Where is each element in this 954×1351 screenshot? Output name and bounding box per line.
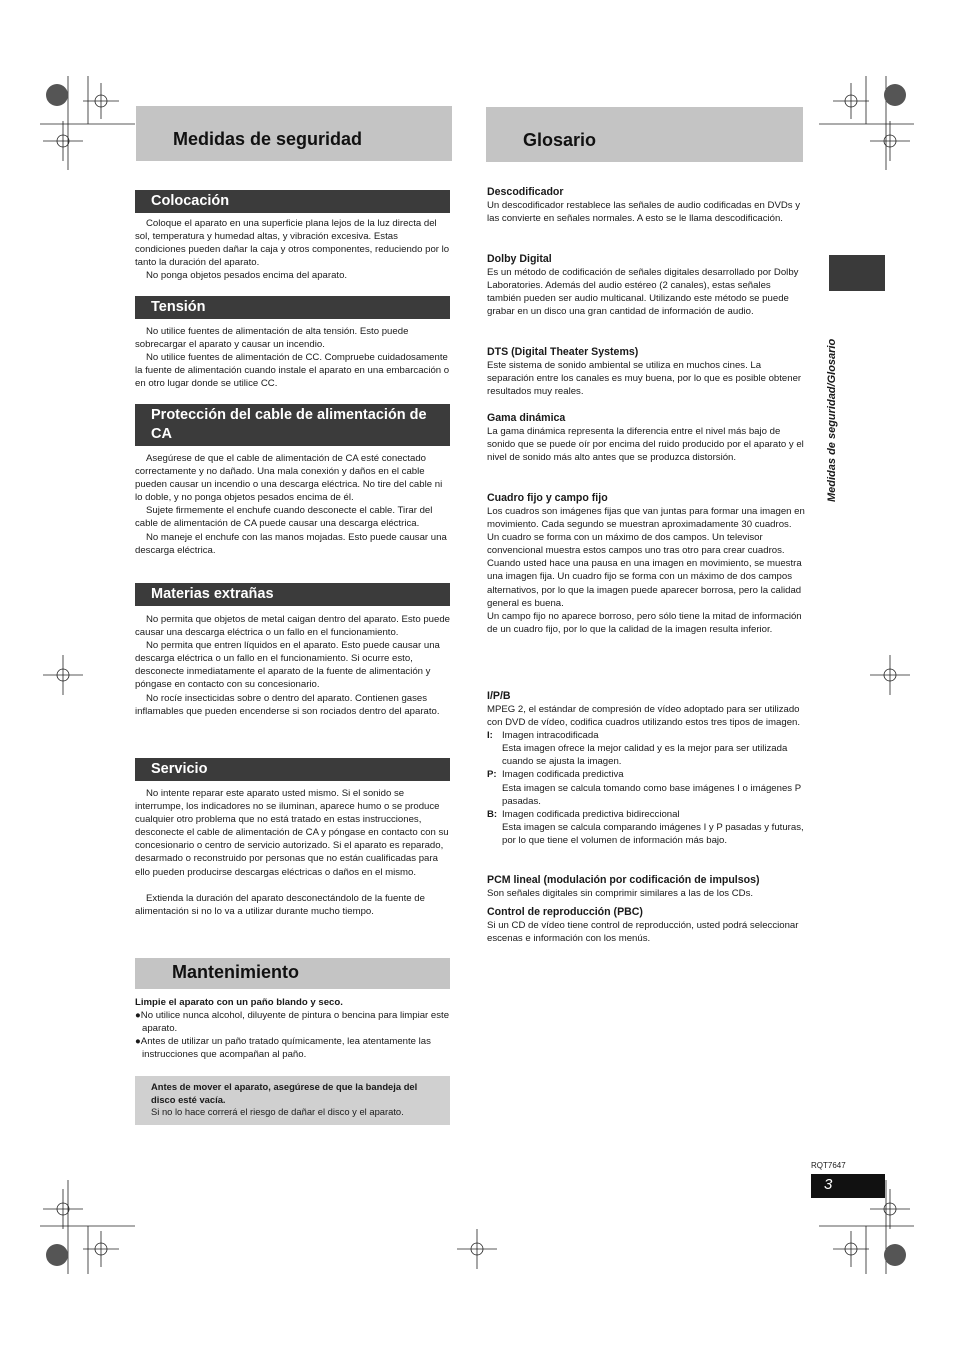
maintenance-title: Mantenimiento: [172, 962, 300, 982]
ipb-item: [487, 808, 805, 821]
paragraph: No maneje el enchufe con las manos mojadas. Esto puede causar una descarga eléctrica.: [135, 531, 447, 556]
section-heading-voltage: Tensión: [135, 296, 450, 319]
ipb-name: Imagen codificada predictiva bidireccional: [502, 808, 680, 820]
paragraph: Coloque el aparato en una superficie plana lejos de la luz directa del sol, temperatura y humedad altas, y vibración excesiva. Estas condiciones pueden dañar la caja y otros componentes, reduciendo por lo tanto la duración del aparato.: [135, 218, 450, 269]
glossary-term: PCM lineal (modulación por codificación de impulsos): [487, 874, 760, 886]
glossary-term: DTS (Digital Theater Systems): [487, 346, 639, 358]
warning-text: Si no lo hace correrá el riesgo de dañar el disco y el aparato.: [151, 1106, 404, 1118]
glossary-term: Cuadro fijo y campo fijo: [487, 492, 608, 504]
safety-title: Medidas de seguridad: [173, 129, 363, 149]
paragraph: No utilice fuentes de alimentación de alta tensión. Esto puede sobrecargar el aparato y causar un incendio.: [135, 326, 409, 351]
glossary-definition: MPEG 2, el estándar de compresión de vídeo adoptado para ser utilizado con DVD de vídeo, codifica cuadros utilizando estos tres tipos de imagen.: [487, 704, 801, 729]
section-heading-foreign-matter: Materias extrañas: [135, 583, 450, 606]
maintenance-text: [135, 996, 450, 1061]
paragraph: No ponga objetos pesados encima del aparato.: [146, 270, 348, 282]
glossary-definition: Un campo fijo no aparece borroso, pero sólo tiene la mitad de información de un cuadro fijo, por lo que la calidad de la imagen resulta inferior.: [487, 610, 802, 635]
glossary-term: I/P/B: [487, 690, 511, 702]
ipb-label: B:: [487, 808, 498, 820]
section-heading-service: Servicio: [135, 758, 450, 781]
ipb-desc: Esta imagen se calcula tomando como base imágenes I o imágenes P pasadas.: [502, 782, 801, 807]
paragraph: Sujete firmemente el enchufe cuando desconecte el cable. Tirar del cable de alimentación de CA puede causar una descarga eléctrica.: [135, 505, 433, 530]
section-heading-placement: Colocación: [135, 190, 450, 213]
paragraph: Asegúrese de que el cable de alimentación de CA esté conectado correctamente y no dañado. Una mala conexión y daños en el cable pueden causar un incendio o una descarga eléctrica. No tire del cable ni lo doble, y no ponga objetos pesados encima de él.: [135, 453, 443, 504]
glossary-term: Gama dinámica: [487, 412, 566, 424]
maintenance-lead: Limpie el aparato con un paño blando y seco.: [135, 997, 343, 1008]
glossary-definition: Cuando usted hace una pausa en una imagen en movimiento, se muestra una imagen fija. Un cuadro fijo se forma con un máximo de dos campos alternativos, por lo que la imagen puede aparecer borrosa, pero la calidad general es buena.: [487, 558, 802, 609]
paragraph: No rocíe insecticidas sobre o dentro del aparato. Contienen gases inflamables que pueden encenderse si son rociados dentro del aparato.: [135, 692, 440, 717]
paragraph: No intente reparar este aparato usted mismo. Si el sonido se interrumpe, los indicadores no se iluminan, aparece humo o se produce cualquier otro problema que no está tratado en estas instrucciones, desconecte el cable de alimentación de CA y póngase en contacto con su concesionario o centro de servicio autorizado. Si el aparato es reparado, desarmado o reconstruido por personas que no están cualificadas para ello pueden producirse descargas eléctricas o daños en el mismo.: [135, 788, 449, 878]
ipb-desc: Esta imagen se calcula comparando imágenes I y P pasadas y futuras, por lo que tiene el volumen de información más bajo.: [502, 821, 804, 846]
paragraph: No permita que objetos de metal caigan dentro del aparato. Esto puede causar una descarga eléctrica o un fallo en el funcionamiento.: [135, 614, 451, 639]
ipb-name: Imagen codificada predictiva: [502, 769, 624, 781]
glossary-entry-decoder: [487, 186, 805, 225]
glossary-definition: Los cuadros son imágenes fijas que van juntas para formar una imagen en movimiento. Cada segundo se muestran aproximadamente 30 cuadros.: [487, 506, 805, 531]
paragraph: No utilice fuentes de alimentación de CC. Compruebe cuidadosamente la fuente de alimentación cuando instale el aparato en una embarcación o en otro lugar donde se utilice CC.: [135, 352, 450, 390]
glossary-definition: Es un método de codificación de señales digitales desarrollado por Dolby Laboratories. Además del audio estéreo (2 canales), estas señales también pueden ser audio multicanal. Utilizando este método se puede grabar en un disco una gran cantidad de información de audio.: [487, 267, 799, 318]
ipb-desc: Esta imagen ofrece la mejor calidad y es la mejor para ser utilizada cuando se ajusta la imagen.: [502, 743, 788, 768]
glossary-term: Dolby Digital: [487, 253, 552, 265]
ipb-label: P:: [487, 769, 497, 781]
page-number: 3: [811, 1174, 885, 1198]
voltage-text: [135, 325, 450, 390]
side-section-label: Medidas de seguridad/Glosario: [826, 338, 838, 502]
glossary-entry-dolby: [487, 253, 805, 318]
service-text: [135, 787, 450, 918]
placement-text: [135, 217, 450, 282]
glossary-entry-dts: [487, 346, 805, 398]
ipb-item: [487, 768, 805, 781]
glossary-term: Control de reproducción (PBC): [487, 906, 643, 918]
ipb-label: I:: [487, 730, 493, 742]
maintenance-bullet: ●No utilice nunca alcohol, diluyente de pintura o bencina para limpiar este aparato.: [135, 1010, 450, 1035]
glossary-definition: Si un CD de vídeo tiene control de reproducción, usted podrá seleccionar escenas e información con los menús.: [487, 920, 799, 945]
foreign-matter-text: [135, 613, 450, 718]
model-code: RQT7647: [811, 1161, 846, 1170]
glossary-definition: Son señales digitales sin comprimir similares a las de los CDs.: [487, 888, 754, 899]
glossary-entry-frame-field: [487, 492, 805, 636]
glossary-definition: Un descodificador restablece las señales de audio codificadas en DVDs y las convierte en señales normales. A esto se le llama descodificación.: [487, 200, 801, 225]
ipb-name: Imagen intracodificada: [502, 730, 599, 742]
move-warning-box: [135, 1076, 450, 1125]
section-heading-cable: Protección del cable de alimentación de CA: [135, 404, 450, 446]
maintenance-title-bar: [135, 958, 450, 989]
glossary-term: Descodificador: [487, 186, 564, 198]
glossary-definition: Este sistema de sonido ambiental se utiliza en muchos cines. La separación entre los canales es muy buena, por lo que es posible obtener resultados muy reales.: [487, 360, 802, 398]
maintenance-bullet: ●Antes de utilizar un paño tratado químicamente, lea atentamente las instrucciones que acompañan al paño.: [135, 1036, 431, 1061]
paragraph: No permita que entren líquidos en el aparato. Esto puede causar una descarga eléctrica o un fallo en el funcionamiento. Si ocurre esto, desconecte inmediatamente el aparato de la fuente de alimentación y póngase en contacto con su concesionario.: [135, 640, 440, 691]
glossary-definition: Un cuadro se forma con un máximo de dos campos. Un televisor convencional muestra estos campos uno tras otro para crear cuadros.: [487, 532, 785, 557]
paragraph: Extienda la duración del aparato desconectándolo de la fuente de alimentación si no lo va a utilizar durante mucho tiempo.: [135, 892, 425, 917]
glossary-entry-dynamic-range: [487, 412, 805, 464]
section-tab: [829, 255, 885, 291]
glossary-definition: La gama dinámica representa la diferencia entre el nivel más bajo de sonido que se puede oír por encima del ruido producido por el aparato y el nivel de sonido más alto antes que se produzca distorsión.: [487, 426, 804, 464]
glossary-title: Glosario: [523, 130, 597, 150]
glossary-entry-pbc: [487, 906, 805, 945]
safety-title-bar: [136, 106, 452, 161]
ipb-item: [487, 729, 805, 742]
warning-bold: Antes de mover el aparato, asegúrese de que la bandeja del disco esté vacía.: [151, 1081, 418, 1105]
glossary-entry-lpcm: [487, 874, 805, 900]
cable-text: [135, 452, 450, 557]
glossary-title-bar: [486, 107, 803, 162]
glossary-entry-ipb: [487, 690, 805, 847]
